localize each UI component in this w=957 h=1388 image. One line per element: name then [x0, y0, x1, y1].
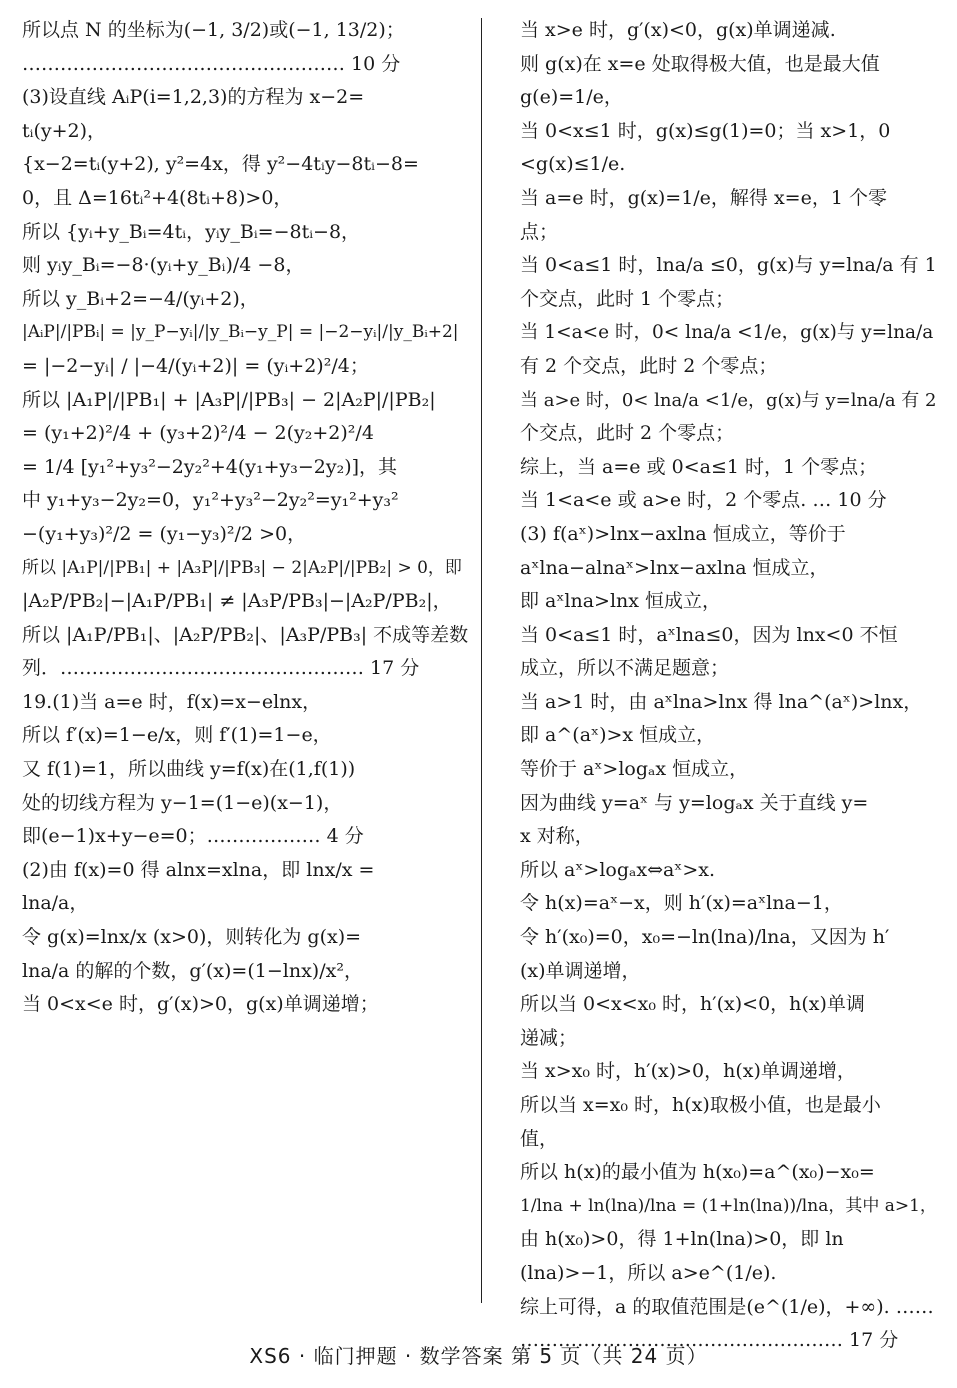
right-column: [520, 14, 940, 1358]
text-line: 1/lna + ln(lna)/lna = (1+ln(lna))/lna，其中 a>1，: [520, 1195, 937, 1216]
text-line: 处的切线方程为 y−1=(1−e)(x−1)，: [22, 791, 343, 814]
text-line: 当 x>e 时，g′(x)<0，g(x)单调递减.: [520, 19, 836, 41]
text-line: 等价于 aˣ>logₐx 恒成立，: [520, 758, 749, 781]
text-line: 所以当 0<x<x₀ 时，h′(x)<0，h(x)单调: [520, 993, 865, 1016]
text-line: 当 x>x₀ 时，h′(x)>0，h(x)单调递增，: [520, 1060, 856, 1083]
text-line: 所以 h(x)的最小值为 h(x₀)=a^(x₀)−x₀=: [520, 1161, 875, 1184]
text-line: 当 0<a≤1 时，aˣlna≤0，因为 lnx<0 不恒: [520, 623, 898, 646]
text-line: …………………………………………… 17 分: [520, 1329, 899, 1352]
text-line: 即 aˣlna>lnx 恒成立，: [520, 590, 722, 613]
text-line: 所以当 x=x₀ 时，h(x)取极小值，也是最小: [520, 1094, 881, 1116]
text-line: 则 g(x)在 x=e 处取得极大值，也是最大值: [520, 52, 880, 75]
text-line: {x−2=tᵢ(y+2), y²=4x，得 y²−4tᵢy−8tᵢ−8=: [22, 153, 419, 176]
text-line: 又 f(1)=1，所以曲线 y=f(x)在(1,f(1)): [22, 758, 356, 781]
text-line: 综上，当 a=e 或 0<a≤1 时，1 个零点；: [520, 455, 878, 478]
text-line: 个交点，此时 2 个零点；: [520, 422, 735, 445]
text-line: 当 0<a≤1 时，lna/a ≤0，g(x)与 y=lna/a 有 1: [520, 254, 937, 277]
text-line: 值，: [520, 1127, 559, 1150]
text-line: 列．………………………………………… 17 分: [22, 657, 420, 680]
text-line: 因为曲线 y=aˣ 与 y=logₐx 关于直线 y=: [520, 791, 869, 814]
column-divider: [481, 18, 482, 1303]
text-line: 当 1<a<e 或 a>e 时，2 个零点. … 10 分: [520, 489, 887, 512]
text-line: 有 2 个交点，此时 2 个零点；: [520, 354, 778, 377]
text-line: 所以 |A₁P/PB₁|、|A₂P/PB₂|、|A₃P/PB₃| 不成等差数: [22, 623, 469, 646]
text-line: (lna)>−1，所以 a>e^(1/e).: [520, 1261, 777, 1284]
text-line: 由 h(x₀)>0，得 1+ln(lna)>0，即 ln: [520, 1228, 844, 1251]
text-line: aˣlna−alnaˣ>lnx−axlna 恒成立，: [520, 556, 829, 579]
text-line: 所以 y_Bᵢ+2=−4/(yᵢ+2)，: [22, 287, 259, 310]
text-line: 令 h(x)=aˣ−x，则 h′(x)=aˣlna−1，: [520, 892, 843, 915]
text-line: x 对称，: [520, 825, 594, 848]
text-line: 当 0<x≤1 时，g(x)≤g(1)=0；当 x>1，0: [520, 119, 891, 142]
text-line: 令 h′(x₀)=0，x₀=−ln(lna)/lna，又因为 h′: [520, 926, 890, 949]
text-line: 所以 {yᵢ+y_Bᵢ=4tᵢ，yᵢy_Bᵢ=−8tᵢ−8，: [22, 220, 361, 243]
text-line: tᵢ(y+2)，: [22, 119, 107, 142]
text-line: 点；: [520, 220, 559, 243]
text-line: 中 y₁+y₃−2y₂=0，y₁²+y₃²−2y₂²=y₁²+y₃²: [22, 489, 399, 512]
text-line: <g(x)≤1/e.: [520, 153, 626, 176]
text-line: = (y₁+2)²/4 + (y₃+2)²/4 − 2(y₂+2)²/4: [22, 422, 374, 445]
left-column: [22, 14, 470, 1022]
text-line: = 1/4 [y₁²+y₃²−2y₂²+4(y₁+y₃−2y₂)]，其: [22, 455, 398, 478]
text-line: lna/a 的解的个数，g′(x)=(1−lnx)/x²，: [22, 959, 363, 982]
text-line: 成立，所以不满足题意；: [520, 657, 730, 680]
text-line: 即 a^(aˣ)>x 恒成立，: [520, 724, 716, 747]
text-line: 当 1<a<e 时，0< lna/a <1/e，g(x)与 y=lna/a: [520, 322, 934, 344]
text-line: 令 g(x)=lnx/x (x>0)，则转化为 g(x)=: [22, 926, 362, 949]
text-line: 所以 |A₁P|/|PB₁| + |A₃P|/|PB₃| − 2|A₂P|/|PB₂|: [22, 388, 436, 411]
text-line: 当 a>1 时，由 aˣlna>lnx 得 lna^(aˣ)>lnx，: [520, 690, 923, 713]
text-line: (3) f(aˣ)>lnx−axlna 恒成立，等价于: [520, 522, 846, 545]
text-line: …………………………………………… 10 分: [22, 52, 401, 75]
text-line: |A₂P/PB₂|−|A₁P/PB₁| ≠ |A₃P/PB₃|−|A₂P/PB₂|，: [22, 590, 452, 613]
text-line: 所以 aˣ>logₐx⇔aˣ>x.: [520, 858, 716, 881]
text-line: 当 0<x<e 时，g′(x)>0，g(x)单调递增；: [22, 993, 379, 1016]
text-line: lna/a，: [22, 892, 89, 915]
text-line: 个交点，此时 1 个零点；: [520, 287, 735, 310]
text-line: 19.(1)当 a=e 时，f(x)=x−elnx，: [22, 690, 322, 713]
text-line: 所以 f′(x)=1−e/x，则 f′(1)=1−e，: [22, 724, 332, 747]
text-line: (3)设直线 AᵢP(i=1,2,3)的方程为 x−2=: [22, 86, 365, 109]
text-line: |AᵢP|/|PBᵢ| = |y_P−yᵢ|/|y_Bᵢ−y_P| = |−2−yᵢ|/|y_Bᵢ+2|: [22, 322, 459, 343]
text-line: = |−2−yᵢ| / |−4/(yᵢ+2)| = (yᵢ+2)²/4；: [22, 354, 369, 377]
text-line: g(e)=1/e，: [520, 86, 623, 109]
text-line: (2)由 f(x)=0 得 alnx=xlna，即 lnx/x =: [22, 858, 375, 881]
text-line: 0，且 Δ=16tᵢ²+4(8tᵢ+8)>0，: [22, 186, 293, 209]
text-line: (x)单调递增，: [520, 959, 641, 982]
text-line: 当 a=e 时，g(x)=1/e，解得 x=e，1 个零: [520, 186, 887, 209]
text-line: −(y₁+y₃)²/2 = (y₁−y₃)²/2 >0，: [22, 522, 307, 545]
text-line: 所以 |A₁P|/|PB₁| + |A₃P|/|PB₃| − 2|A₂P|/|PB₂| > 0，即: [22, 557, 462, 578]
text-line: 递减；: [520, 1026, 578, 1049]
text-line: 当 a>e 时，0< lna/a <1/e，g(x)与 y=lna/a 有 2: [520, 389, 937, 411]
text-line: 所以点 N 的坐标为(−1, 3/2)或(−1, 13/2)；: [22, 19, 405, 41]
page-footer: XS6 · 临门押题 · 数学答案 第 5 页（共 24 页）: [249, 1344, 708, 1368]
text-line: 即(e−1)x+y−e=0；……………… 4 分: [22, 825, 364, 848]
text-line: 则 yᵢy_Bᵢ=−8·(yᵢ+y_Bᵢ)/4 −8，: [22, 254, 305, 277]
text-line: 综上可得，a 的取值范围是(e^(1/e)，+∞). ……: [520, 1295, 934, 1318]
